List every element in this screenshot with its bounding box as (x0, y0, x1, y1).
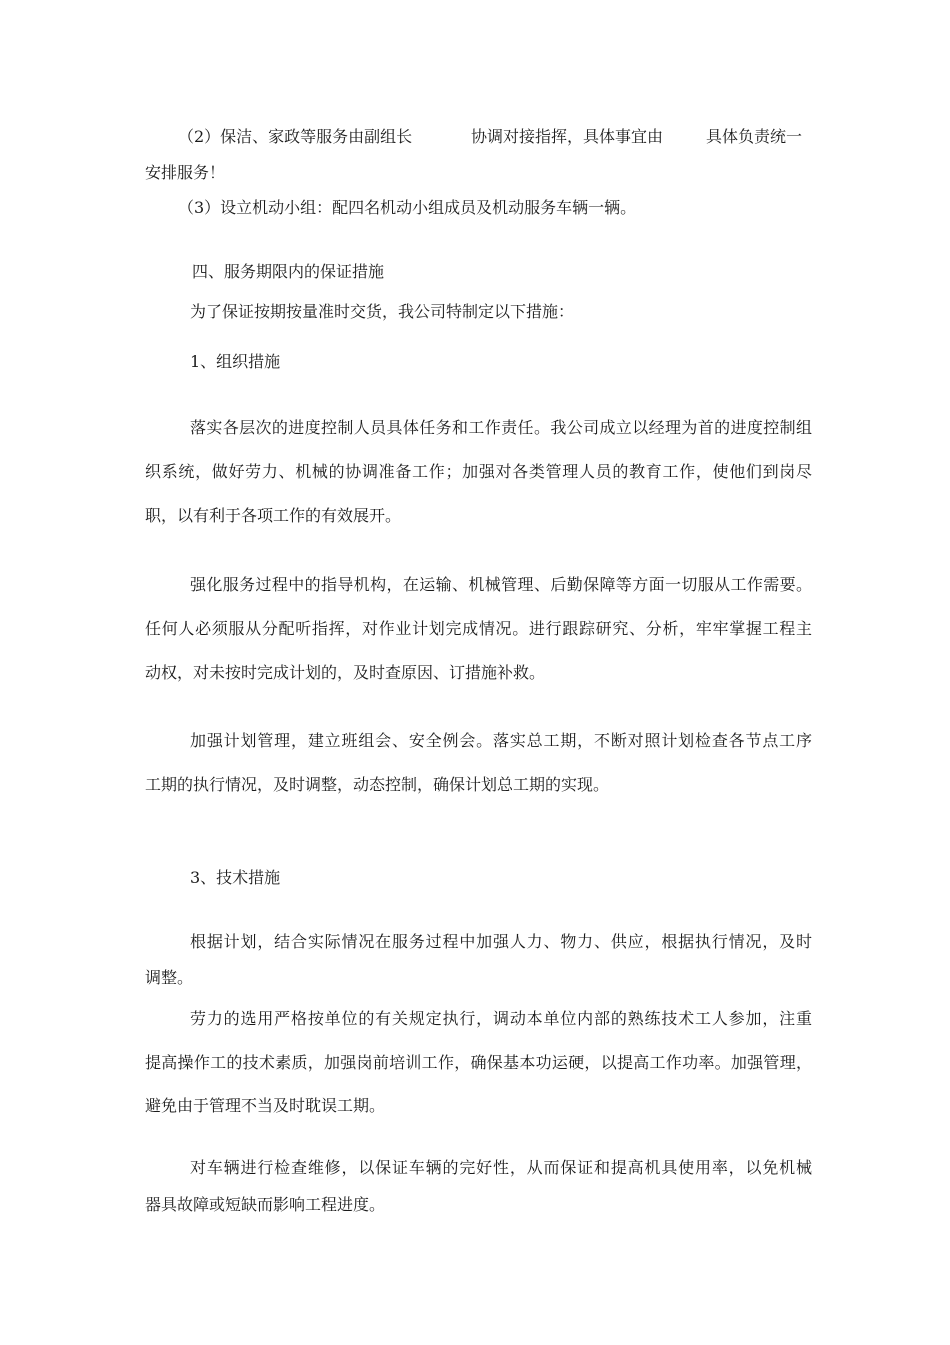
item2-part2: 协调对接指挥，具体事宜由 (471, 127, 664, 146)
tech-p3-line1: 对车辆进行检查维修，以保证车辆的完好性，从而保证和提高机具使用率，以免机械 (190, 1158, 812, 1177)
tech-p2-line2: 提高操作工的技术素质，加强岗前培训工作，确保基本功运硬，以提高工作功率。加强管理， (145, 1053, 812, 1072)
org-p2-line2: 任何人必须服从分配听指挥，对作业计划完成情况。进行跟踪研究、分析，牢牢掌握工程主 (145, 619, 812, 638)
item3-text: （3）设立机动小组：配四名机动小组成员及机动服务车辆一辆。 (178, 198, 637, 217)
tech-p2-line3: 避免由于管理不当及时耽误工期。 (145, 1096, 386, 1115)
org-p1-line3: 职，以有利于各项工作的有效展开。 (145, 506, 402, 525)
item2-continuation: 安排服务！ (145, 163, 226, 182)
section4-intro: 为了保证按期按量准时交货，我公司特制定以下措施： (190, 302, 575, 321)
item2-part3: 具体负责统一 (706, 127, 803, 146)
tech-p1-line2: 调整。 (145, 968, 194, 987)
tech-heading: 3、技术措施 (190, 868, 281, 887)
org-p3-line1: 加强计划管理，建立班组会、安全例会。落实总工期，不断对照计划检查各节点工序 (190, 731, 812, 750)
tech-p2-line1: 劳力的选用严格按单位的有关规定执行，调动本单位内部的熟练技术工人参加，注重 (190, 1009, 812, 1028)
section4-heading: 四、服务期限内的保证措施 (192, 262, 385, 281)
org-p3-line2: 工期的执行情况，及时调整，动态控制，确保计划总工期的实现。 (145, 775, 610, 794)
tech-p3-line2: 器具故障或短缺而影响工程进度。 (145, 1195, 386, 1214)
org-p2-line3: 动权，对未按时完成计划的，及时查原因、订措施补救。 (145, 663, 546, 682)
item2-part1: （2）保洁、家政等服务由副组长 (178, 127, 413, 146)
org-heading: 1、组织措施 (190, 352, 281, 371)
org-p1-line1: 落实各层次的进度控制人员具体任务和工作责任。我公司成立以经理为首的进度控制组 (190, 418, 812, 437)
org-p2-line1: 强化服务过程中的指导机构，在运输、机械管理、后勤保障等方面一切服从工作需要。 (190, 575, 812, 594)
org-p1-line2: 织系统，做好劳力、机械的协调准备工作；加强对各类管理人员的教育工作，使他们到岗尽 (145, 462, 812, 481)
tech-p1-line1: 根据计划，结合实际情况在服务过程中加强人力、物力、供应，根据执行情况，及时 (190, 932, 812, 951)
